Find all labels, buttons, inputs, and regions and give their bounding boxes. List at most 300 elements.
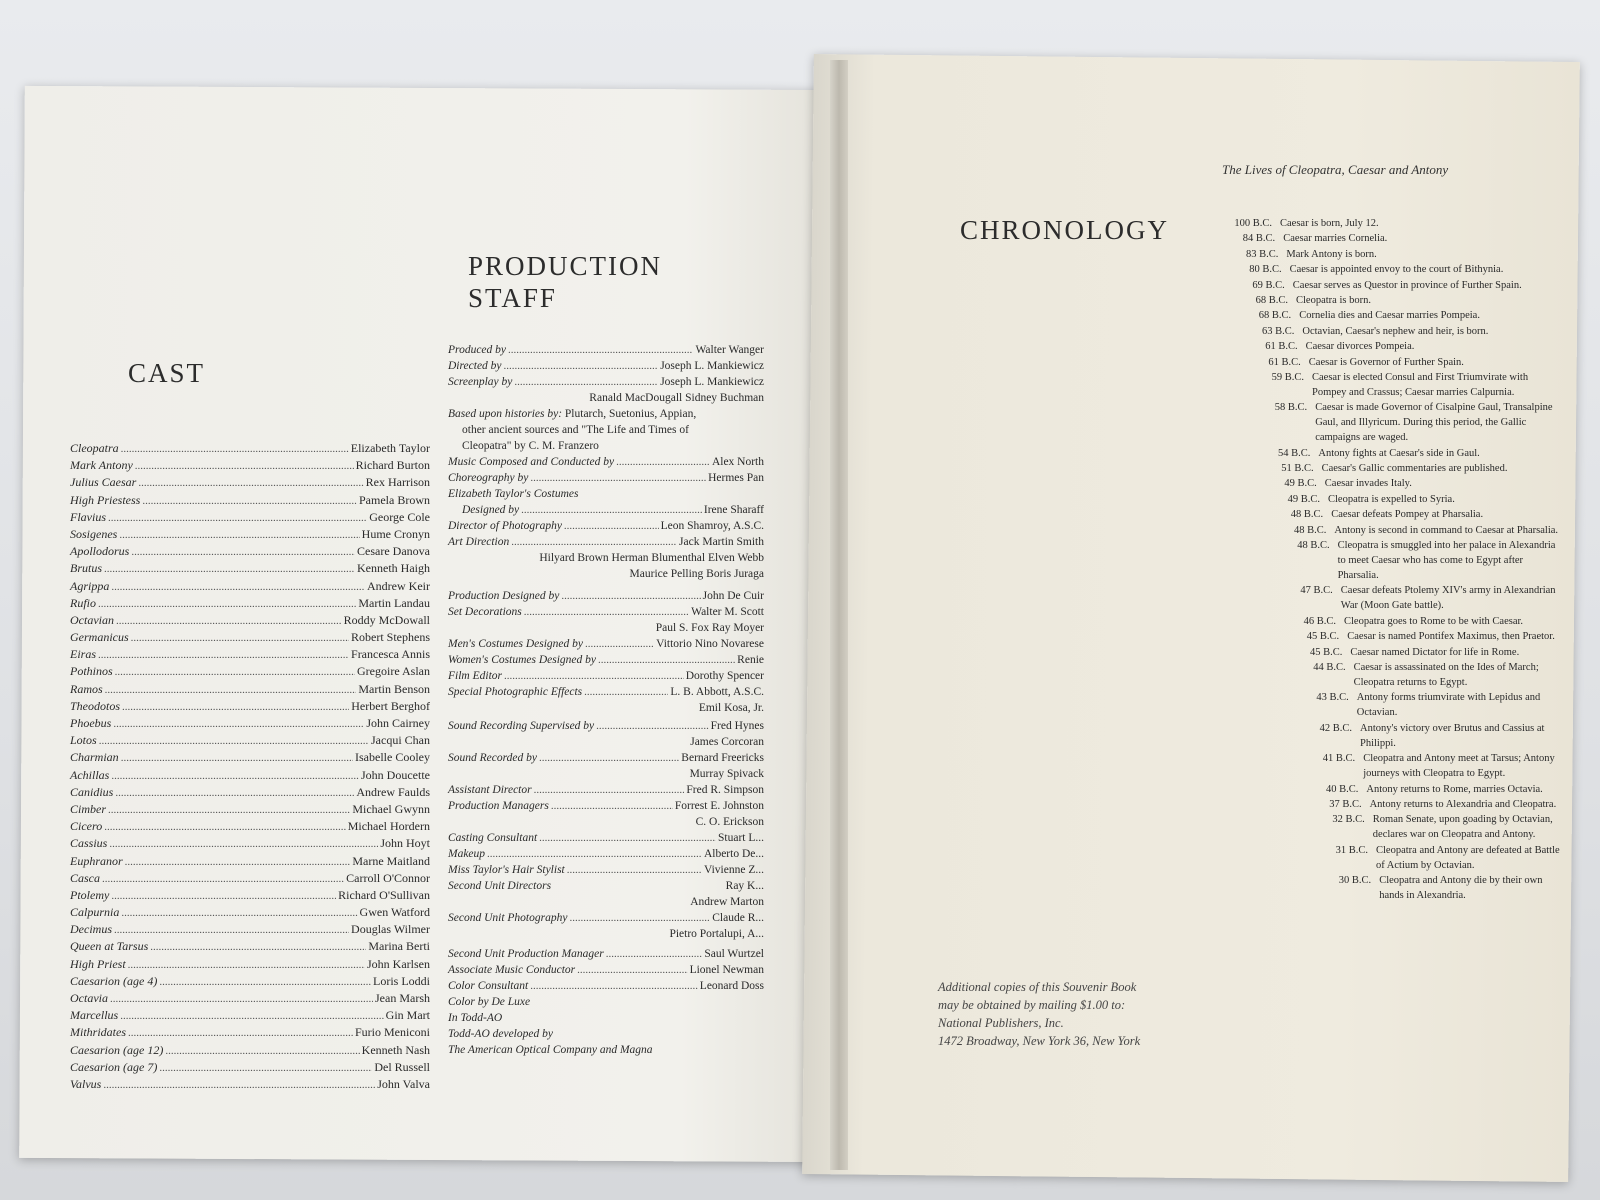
cast-role: Octavian <box>70 612 114 627</box>
cast-actor: Carroll O'Connor <box>346 870 430 885</box>
dot-leader <box>102 871 344 888</box>
cast-row <box>70 1059 430 1076</box>
souvenir-book-note <box>938 978 1140 1050</box>
chronology-entry <box>1216 660 1562 690</box>
staff-credit: Second Unit Photography ..... Claude R... <box>448 910 764 926</box>
chronology-entry <box>1216 782 1562 797</box>
cast-role: Euphranor <box>70 853 123 868</box>
cast-heading: CAST <box>128 358 206 388</box>
cast-actor: George Cole <box>369 509 430 524</box>
chronology-entry <box>1216 216 1562 231</box>
staff-credit-cont: Pietro Portalupi, A... <box>669 928 764 940</box>
chronology-entry <box>1216 461 1562 476</box>
chronology-entry <box>1216 507 1562 522</box>
chronology-event: Caesar serves as Questor in province of Further Spain. <box>1292 279 1522 291</box>
cast-row <box>70 681 430 698</box>
dot-leader <box>121 441 349 458</box>
cast-role: Cimber <box>70 801 106 816</box>
cast-actor: Marina Berti <box>368 939 430 954</box>
cast-role: Pothinos <box>70 664 113 679</box>
cast-actor: Pamela Brown <box>359 492 430 507</box>
chronology-entry <box>1216 614 1562 629</box>
dot-leader <box>121 905 357 922</box>
cast-role: Agrippa <box>70 578 110 593</box>
dot-leader <box>121 750 353 767</box>
dot-leader <box>159 1060 372 1077</box>
staff-credit: Assistant Director ..... Fred R. Simpson <box>448 782 764 798</box>
cast-actor: Robert Stephens <box>351 630 430 645</box>
staff-credit-cont: Maurice Pelling Boris Juraga <box>629 568 764 580</box>
staff-credit-cont: Andrew Marton <box>690 896 764 908</box>
chronology-date: 31 B.C. <box>1335 844 1368 856</box>
cast-actor: Douglas Wilmer <box>351 922 430 937</box>
chronology-date: 48 B.C. <box>1297 540 1330 552</box>
dot-leader <box>131 630 349 647</box>
staff-credit-cont: Emil Kosa, Jr. <box>698 702 764 714</box>
dot-leader <box>115 785 354 802</box>
staff-credit: Directed by ..... Joseph L. Mankiewicz <box>448 358 764 374</box>
dot-leader <box>165 1043 359 1060</box>
chronology-entry <box>1216 538 1562 583</box>
chronology-date: 49 B.C. <box>1284 478 1317 490</box>
chronology-entry <box>1216 446 1562 461</box>
cast-role: Sosigenes <box>70 526 118 541</box>
cast-actor: Richard Burton <box>355 458 430 473</box>
chronology-date: 54 B.C. <box>1278 447 1311 459</box>
cast-actor: Isabelle Cooley <box>355 750 430 765</box>
production-staff-heading <box>468 250 662 314</box>
cast-row <box>70 870 430 887</box>
staff-credit: Color Consultant ..... Leonard Doss <box>448 978 764 994</box>
chronology-date: 48 B.C. <box>1290 509 1324 521</box>
dot-leader <box>131 544 355 561</box>
cast-row <box>70 492 430 509</box>
chronology-event: Caesar is made Governor of Cisalpine Gaul, Transalpine Gaul, and Illyricum. During this period, the Gallic campaigns are waged. <box>1315 402 1553 444</box>
cast-actor: Martin Landau <box>358 595 430 610</box>
chronology-event: Octavian, Caesar's nephew and heir, is born. <box>1302 325 1489 337</box>
cast-actor: Francesca Annis <box>351 647 430 662</box>
production-heading-line1: PRODUCTION <box>468 251 663 281</box>
staff-credit: Men's Costumes Designed by ..... Vittorio Nino Novarese <box>448 636 764 652</box>
chronology-event: Antony returns to Alexandria and Cleopatra. <box>1369 798 1557 810</box>
cast-row <box>70 646 430 663</box>
dot-leader <box>108 802 350 819</box>
cast-list <box>70 440 430 1093</box>
dot-leader <box>159 974 371 991</box>
dot-leader <box>150 939 366 956</box>
dot-leader <box>114 922 349 939</box>
chronology-date: 41 B.C. <box>1322 753 1356 765</box>
cast-row <box>70 526 430 543</box>
cast-role: Canidius <box>70 784 114 799</box>
staff-credit: Women's Costumes Designed by ..... Renie <box>448 652 764 668</box>
cast-row <box>70 835 430 852</box>
chronology-date: 83 B.C. <box>1246 248 1279 260</box>
cast-role: Cicero <box>70 819 103 834</box>
staff-credit-cont: Cleopatra" by C. M. Franzero <box>462 440 599 452</box>
chronology-entry <box>1216 629 1562 644</box>
dot-leader <box>111 579 365 596</box>
chronology-date: 43 B.C. <box>1316 692 1349 704</box>
cast-actor: Jean Marsh <box>375 991 430 1005</box>
cast-role: Eiras <box>70 647 97 662</box>
dot-leader <box>125 854 351 871</box>
chronology-date: 100 B.C. <box>1234 218 1272 229</box>
cast-actor: Cesare Danova <box>357 544 430 559</box>
staff-credit-cont: Ranald MacDougall Sidney Buchman <box>589 392 764 404</box>
cast-role: High Priestess <box>70 492 141 507</box>
dot-leader <box>113 716 364 733</box>
chronology-event: Caesar invades Italy. <box>1324 478 1412 490</box>
dot-leader <box>104 561 355 578</box>
cast-role: Decimus <box>70 922 112 937</box>
staff-credit: Second Unit Directors Ray K... <box>448 880 764 892</box>
staff-credit: Based upon histories by: Plutarch, Suetonius, Appian, <box>448 408 697 420</box>
cast-row <box>70 1024 430 1041</box>
staff-credit-cont: Hilyard Brown Herman Blumenthal Elven Webb <box>539 552 764 564</box>
staff-credit: Screenplay by ..... Joseph L. Mankiewicz <box>448 374 764 390</box>
chronology-entry <box>1216 645 1562 660</box>
cast-role: Caesarion (age 12) <box>70 1042 164 1057</box>
chronology-date: 61 B.C. <box>1268 356 1301 368</box>
cast-row <box>70 749 430 766</box>
chronology-date: 68 B.C. <box>1255 294 1288 306</box>
cast-actor: Andrew Keir <box>367 578 430 593</box>
cast-role: Caesarion (age 4) <box>70 973 158 988</box>
chronology-date: 44 B.C. <box>1313 661 1346 673</box>
chronology-entry <box>1216 690 1562 720</box>
chronology-entry <box>1216 339 1562 354</box>
cast-row <box>70 853 430 870</box>
cast-role: Mithridates <box>70 1025 126 1040</box>
note-line: Additional copies of this Souvenir Book <box>938 980 1137 994</box>
cast-role: Mark Antony <box>70 458 133 473</box>
dot-leader <box>110 991 373 1008</box>
cast-role: Casca <box>70 870 100 885</box>
dot-leader <box>111 768 359 785</box>
staff-credit: Production Managers ..... Forrest E. Johnston <box>448 798 764 814</box>
chronology-entry <box>1216 308 1562 323</box>
chronology-entry <box>1216 476 1562 491</box>
cast-row <box>70 474 430 491</box>
chronology-date: 63 B.C. <box>1262 325 1295 337</box>
staff-credit: Second Unit Production Manager ..... Saul Wurtzel <box>448 946 764 962</box>
todd-ao-developed-by: Todd-AO developed by <box>448 1028 553 1040</box>
cast-role: Caesarion (age 7) <box>70 1059 158 1074</box>
chronology-entry <box>1216 751 1562 781</box>
dot-leader <box>111 888 336 905</box>
dot-leader <box>138 475 363 492</box>
chronology-event: Caesar named Dictator for life in Rome. <box>1350 646 1520 658</box>
note-line: may be obtained by mailing $1.00 to: <box>938 998 1126 1012</box>
cast-actor: John Valva <box>377 1076 430 1091</box>
dot-leader <box>128 957 365 974</box>
dot-leader <box>109 836 378 853</box>
cast-role: Ramos <box>70 681 103 696</box>
cast-role: Julius Caesar <box>70 475 137 490</box>
staff-credit: Sound Recorded by ..... Bernard Freericks <box>448 750 764 766</box>
cast-role: Flavius <box>70 509 106 524</box>
dot-leader <box>122 699 349 716</box>
chronology-entry <box>1216 293 1562 308</box>
chronology-event: Caesar defeats Pompey at Pharsalia. <box>1331 509 1484 521</box>
production-staff-list <box>448 342 764 1058</box>
chronology-entry <box>1216 492 1562 507</box>
chronology-date: 68 B.C. <box>1258 310 1292 322</box>
note-line: 1472 Broadway, New York 36, New York <box>938 1034 1141 1048</box>
chronology-event: Caesar is Governor of Further Spain. <box>1308 356 1464 368</box>
chronology-entry <box>1216 873 1562 903</box>
chronology-date: 46 B.C. <box>1303 615 1336 627</box>
staff-credit: Director of Photography ..... Leon Shamroy, A.S.C. <box>448 518 764 534</box>
chronology-event: Caesar defeats Ptolemy XIV's army in Alexandrian War (Moon Gate battle). <box>1340 585 1556 612</box>
cast-actor: John Cairney <box>366 716 430 730</box>
cast-actor: Del Russell <box>374 1059 430 1074</box>
cast-role: Marcellus <box>70 1008 119 1023</box>
staff-credit: Associate Music Conductor ..... Lionel Newman <box>448 962 764 978</box>
cast-row <box>70 801 430 818</box>
chronology-date: 40 B.C. <box>1326 783 1359 795</box>
cast-row <box>70 887 430 904</box>
cast-actor: Kenneth Haigh <box>357 561 430 576</box>
cast-actor: Michael Hordern <box>347 819 430 834</box>
dot-leader <box>108 510 367 527</box>
staff-credit-cont: Paul S. Fox Ray Moyer <box>655 622 764 634</box>
chronology-date: 69 B.C. <box>1252 279 1285 291</box>
chronology-date: 42 B.C. <box>1319 722 1352 734</box>
cast-row <box>70 612 430 629</box>
cast-row <box>70 784 430 801</box>
chronology-entry <box>1216 262 1562 277</box>
staff-credit: Casting Consultant ..... Stuart L... <box>448 830 764 846</box>
chronology-entry <box>1216 812 1562 842</box>
cast-actor: Furio Meniconi <box>355 1025 430 1040</box>
chronology-event: Cleopatra is expelled to Syria. <box>1328 493 1455 505</box>
color-by-deluxe: Color by De Luxe <box>448 996 531 1008</box>
cast-role: Ptolemy <box>70 887 110 902</box>
cast-row <box>70 715 430 732</box>
note-line: National Publishers, Inc. <box>938 1016 1064 1030</box>
todd-ao-company: The American Optical Company and Magna <box>448 1044 653 1056</box>
chronology-event: Cornelia dies and Caesar marries Pompeia. <box>1299 310 1480 322</box>
cast-row <box>70 956 430 973</box>
chronology-entry <box>1216 797 1562 812</box>
chronology-entry <box>1216 721 1562 751</box>
cast-role: Calpurnia <box>70 905 120 920</box>
chronology-entry <box>1216 370 1562 400</box>
chronology-event: Cleopatra is born. <box>1296 294 1371 306</box>
cast-row <box>70 990 430 1007</box>
chronology-event: Antony forms triumvirate with Lepidus and Octavian. <box>1356 692 1541 719</box>
cast-role: Apollodorus <box>70 544 130 559</box>
cast-row <box>70 938 430 955</box>
chronology-event: Caesar divorces Pompeia. <box>1305 341 1415 353</box>
cast-row <box>70 629 430 646</box>
chronology-list <box>1216 216 1562 904</box>
cast-role: Valvus <box>70 1076 102 1091</box>
cast-actor: John Hoyt <box>380 836 430 851</box>
chronology-date: 80 B.C. <box>1249 264 1282 276</box>
staff-credit-cont: C. O. Erickson <box>695 816 764 828</box>
cast-role: Cassius <box>70 836 108 851</box>
staff-credit: Designed by ..... Irene Sharaff <box>448 502 764 518</box>
chronology-date: 30 B.C. <box>1338 875 1372 887</box>
cast-row <box>70 560 430 577</box>
cast-actor: Rex Harrison <box>365 475 430 490</box>
chronology-event: Caesar's Gallic commentaries are published. <box>1321 463 1508 475</box>
cast-row <box>70 818 430 835</box>
cast-actor: Marne Maitland <box>352 853 430 868</box>
cast-row <box>70 509 430 526</box>
cast-role: Achillas <box>70 767 110 782</box>
chronology-date: 45 B.C. <box>1310 646 1343 658</box>
cast-role: Octavia <box>70 991 108 1005</box>
chronology-event: Mark Antony is born. <box>1286 248 1377 260</box>
chronology-date: 47 B.C. <box>1300 585 1333 597</box>
staff-credit-label: Elizabeth Taylor's Costumes <box>448 488 579 500</box>
cast-role: Charmian <box>70 750 119 765</box>
dot-leader <box>135 458 354 475</box>
chronology-event: Caesar is appointed envoy to the court of Bithynia. <box>1289 264 1504 276</box>
chronology-event: Roman Senate, upon goading by Octavian, declares war on Cleopatra and Antony. <box>1372 814 1553 841</box>
staff-credit: Film Editor ..... Dorothy Spencer <box>448 668 764 684</box>
dot-leader <box>104 819 345 836</box>
cast-actor: Gin Mart <box>385 1008 430 1023</box>
cast-actor: John Doucette <box>361 767 430 782</box>
dot-leader <box>120 1008 383 1025</box>
staff-credit: Music Composed and Conducted by ..... Alex North <box>448 454 764 470</box>
cast-row <box>70 543 430 560</box>
in-todd-ao: In Todd-AO <box>448 1012 503 1024</box>
dot-leader <box>103 1077 375 1094</box>
cast-row <box>70 457 430 474</box>
staff-credit-cont: Murray Spivack <box>689 768 764 780</box>
staff-credit: Makeup ..... Alberto De... <box>448 846 764 862</box>
chronology-event: Antony returns to Rome, marries Octavia. <box>1366 783 1543 795</box>
chronology-date: 49 B.C. <box>1287 493 1320 505</box>
production-heading-line2: STAFF <box>468 283 557 313</box>
dot-leader <box>98 647 349 664</box>
cast-role: Queen at Tarsus <box>70 939 149 954</box>
dot-leader <box>99 733 369 750</box>
cast-row <box>70 1042 430 1059</box>
cast-row <box>70 973 430 990</box>
cast-role: Phoebus <box>70 716 112 730</box>
staff-credit-cont: James Corcoran <box>690 736 764 748</box>
cast-role: Theodotos <box>70 698 121 713</box>
cast-row <box>70 904 430 921</box>
dot-leader <box>142 493 357 510</box>
chronology-event: Caesar is assassinated on the Ides of March; Cleopatra returns to Egypt. <box>1353 661 1539 688</box>
chronology-date: 32 B.C. <box>1332 814 1365 826</box>
chronology-entry <box>1216 843 1562 873</box>
dot-leader <box>119 527 359 544</box>
staff-credit: Sound Recording Supervised by ..... Fred Hynes <box>448 718 764 734</box>
chronology-entry <box>1216 231 1562 246</box>
chronology-event: Cleopatra goes to Rome to be with Caesar. <box>1344 615 1524 627</box>
cast-role: Rufio <box>70 595 96 610</box>
cast-actor: Richard O'Sullivan <box>338 887 430 902</box>
staff-credit: Miss Taylor's Hair Stylist ..... Vivienne Z... <box>448 862 764 878</box>
chronology-entry <box>1216 583 1562 613</box>
running-head: The Lives of Cleopatra, Caesar and Antony <box>1222 162 1449 177</box>
cast-actor: Gwen Watford <box>359 905 430 920</box>
cast-actor: John Karlsen <box>367 956 430 971</box>
cast-row <box>70 921 430 938</box>
chronology-event: Cleopatra and Antony meet at Tarsus; Antony journeys with Cleopatra to Egypt. <box>1363 753 1555 780</box>
cast-role: High Priest <box>70 956 126 971</box>
cast-row <box>70 698 430 715</box>
chronology-date: 45 B.C. <box>1306 631 1340 643</box>
chronology-event: Caesar is elected Consul and First Triumvirate with Pompey and Crassus; Caesar marries Calpurnia. <box>1312 371 1529 398</box>
book-spine <box>830 60 848 1170</box>
cast-actor: Kenneth Nash <box>361 1042 430 1057</box>
cast-role: Cleopatra <box>70 441 119 455</box>
staff-credit: Produced by ..... Walter Wanger <box>448 342 764 358</box>
cast-role: Brutus <box>70 561 103 576</box>
dot-leader <box>98 596 356 613</box>
cast-actor: Hume Cronyn <box>361 526 430 541</box>
cast-row <box>70 1007 430 1024</box>
chronology-entry <box>1216 355 1562 370</box>
staff-credit: Special Photographic Effects ..... L. B. Abbott, A.S.C. <box>448 684 764 700</box>
chronology-date: 58 B.C. <box>1274 402 1308 414</box>
cast-row <box>70 767 430 784</box>
chronology-date: 84 B.C. <box>1242 233 1276 245</box>
chronology-event: Caesar marries Cornelia. <box>1283 233 1388 245</box>
chronology-entry <box>1216 324 1562 339</box>
chronology-event: Antony's victory over Brutus and Cassius at Philippi. <box>1360 722 1545 749</box>
dot-leader <box>105 682 357 699</box>
chronology-event: Cleopatra and Antony are defeated at Battle of Actium by Octavian. <box>1376 844 1560 871</box>
chronology-event: Antony is second in command to Caesar at Pharsalia. <box>1334 524 1559 536</box>
cast-row <box>70 732 430 749</box>
cast-actor: Jacqui Chan <box>371 733 430 748</box>
chronology-entry <box>1216 400 1562 445</box>
cast-role: Germanicus <box>70 630 129 645</box>
cast-actor: Michael Gwynn <box>352 801 430 816</box>
chronology-date: 48 B.C. <box>1294 524 1327 536</box>
chronology-event: Cleopatra is smuggled into her palace in Alexandria to meet Caesar who has come to Egypt after Pharsalia. <box>1337 540 1556 582</box>
cast-role: Lotos <box>70 733 97 748</box>
dot-leader <box>115 664 355 681</box>
cast-actor: Herbert Berghof <box>351 698 430 713</box>
chronology-date: 61 B.C. <box>1265 341 1298 353</box>
chronology-date: 51 B.C. <box>1281 463 1314 475</box>
cast-actor: Loris Loddi <box>373 973 430 988</box>
staff-credit: Art Direction ..... Jack Martin Smith <box>448 534 764 550</box>
chronology-date: 59 B.C. <box>1271 371 1304 383</box>
dot-leader <box>128 1025 353 1042</box>
staff-credit: Production Designed by ..... John De Cuir <box>448 588 764 604</box>
chronology-event: Caesar is born, July 12. <box>1280 218 1379 229</box>
chronology-date: 37 B.C. <box>1329 798 1362 810</box>
chronology-event: Caesar is named Pontifex Maximus, then Praetor. <box>1347 631 1555 643</box>
cast-actor: Roddy McDowall <box>343 612 430 627</box>
cast-row <box>70 578 430 595</box>
chronology-entry <box>1216 247 1562 262</box>
chronology-heading: CHRONOLOGY <box>960 215 1169 245</box>
chronology-event: Antony fights at Caesar's side in Gaul. <box>1318 447 1480 459</box>
staff-credit-cont: other ancient sources and "The Life and Times of <box>462 424 689 436</box>
cast-actor: Martin Benson <box>358 681 430 696</box>
dot-leader <box>116 613 342 630</box>
chronology-entry <box>1216 278 1562 293</box>
cast-actor: Elizabeth Taylor <box>350 441 430 455</box>
staff-credit: Choreography by ..... Hermes Pan <box>448 470 764 486</box>
cast-row <box>70 440 430 457</box>
cast-row <box>70 1076 430 1093</box>
